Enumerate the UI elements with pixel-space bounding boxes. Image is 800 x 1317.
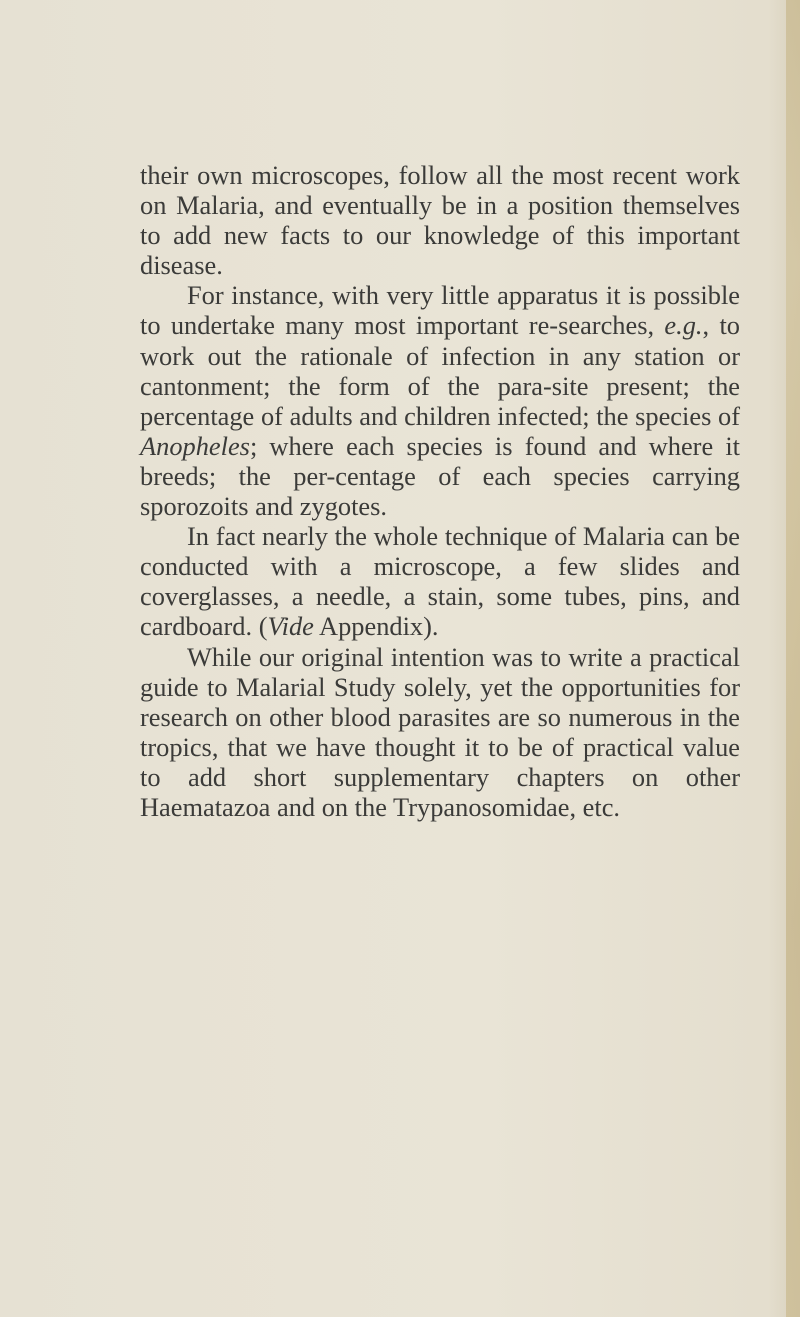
anopheles-term: Anopheles bbox=[140, 430, 250, 461]
page-text bbox=[140, 160, 740, 822]
paragraph-3-part-2: Appendix). bbox=[313, 611, 439, 642]
paragraph-1: their own microscopes, follow all the most recent work on Malaria, and eventually be in a position themselves to add new facts to our knowledge of this important disease. bbox=[140, 160, 740, 281]
paragraph-4: While our original intention was to write a practical guide to Malarial Study solely, yet the opportunities for research on other blood parasites are so numerous in the tropics, that we have thought it to be of practical value to add short supplementary chapters on other Haematazoa and on the Trypanosomidae, etc. bbox=[140, 641, 740, 822]
paragraph-3-part-1: In fact nearly the whole technique of Malaria can be conducted with a microscope, a few slides and coverglasses, a needle, a stain, some tubes, pins, and cardboard. ( bbox=[140, 521, 740, 642]
paragraph-3 bbox=[140, 521, 740, 641]
paragraph-2-part-3: ; where each species is found and where it breeds; the per-centage of each species carrying sporozoits and zygotes. bbox=[140, 430, 740, 522]
eg-abbreviation: e.g. bbox=[664, 310, 703, 341]
paragraph-2-part-2: , to work out the rationale of infection in any station or cantonment; the form of the para-site present; the percentage of adults and children infected; the species of bbox=[140, 310, 740, 431]
paragraph-2-part-1: For instance, with very little apparatus it is possible to undertake many most important re-searches, bbox=[140, 280, 740, 341]
page-edge-stain bbox=[786, 0, 800, 1317]
paragraph-2 bbox=[140, 280, 740, 521]
vide-term: Vide bbox=[267, 611, 314, 642]
